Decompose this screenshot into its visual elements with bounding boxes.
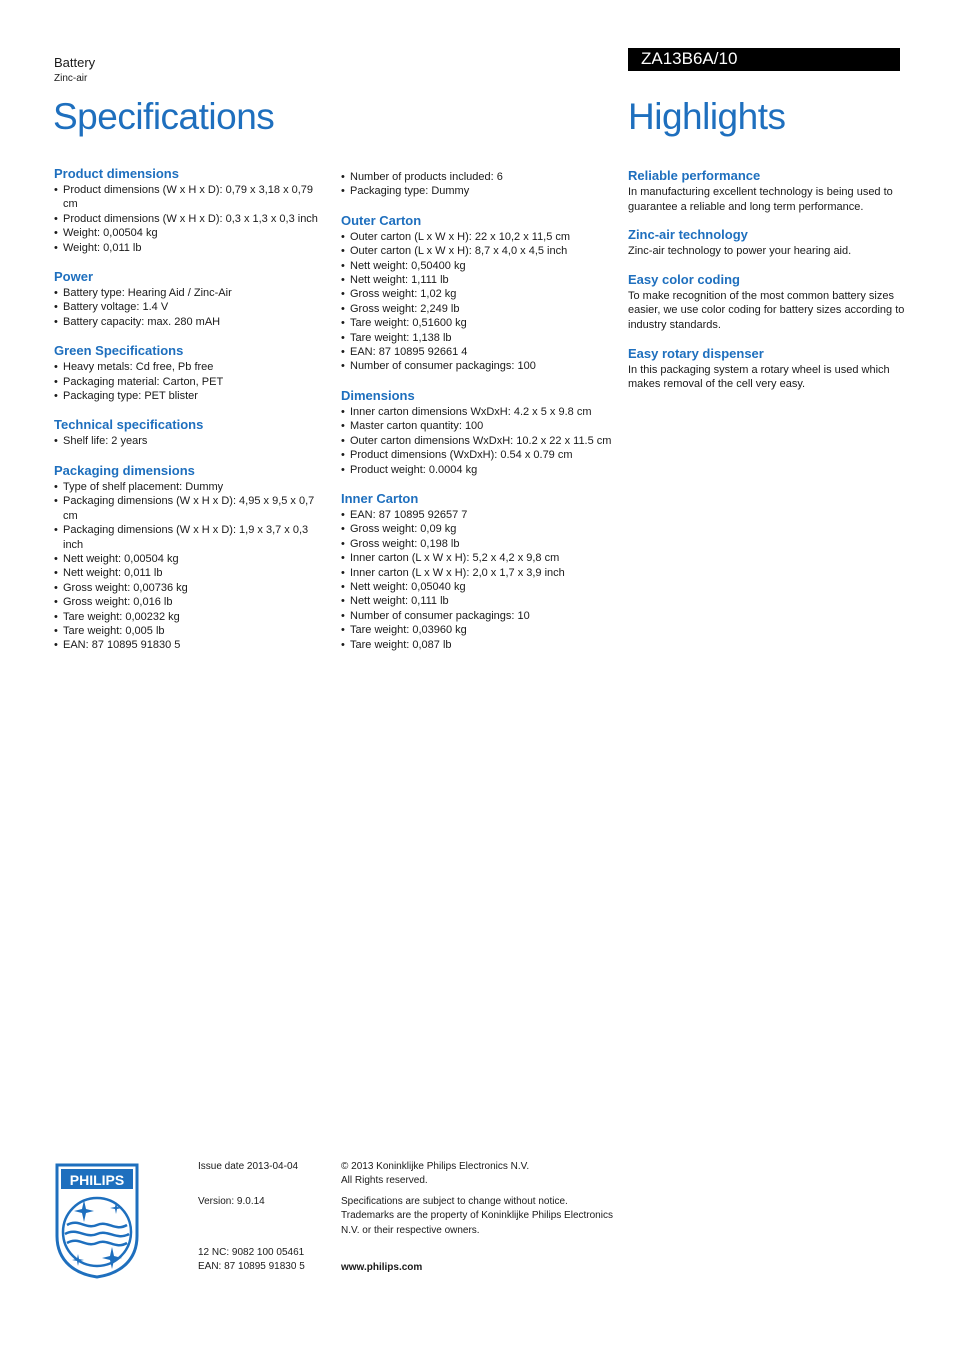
spec-item: • EAN: 87 10895 92661 4 [341, 345, 621, 359]
spec-list [341, 170, 621, 199]
spec-item: • Tare weight: 0,51600 kg [341, 316, 621, 330]
spec-section [54, 269, 324, 329]
spec-item: • EAN: 87 10895 92657 7 [341, 508, 621, 522]
spec-item: • Weight: 0,00504 kg [54, 226, 324, 240]
spec-item: • Outer carton (L x W x H): 8,7 x 4,0 x 4,5 inch [341, 244, 621, 258]
spec-item: • Nett weight: 1,111 lb [341, 273, 621, 287]
spec-section [54, 166, 324, 255]
version: Version: 9.0.14 [198, 1196, 265, 1207]
website-link[interactable]: www.philips.com [341, 1262, 423, 1273]
spec-section [341, 491, 621, 652]
spec-section [54, 417, 324, 448]
spec-list [54, 183, 324, 255]
highlight-item [628, 272, 908, 333]
spec-section [54, 463, 324, 653]
spec-item: • Packaging material: Carton, PET [54, 375, 324, 389]
spec-item: • Weight: 0,011 lb [54, 241, 324, 255]
product-type: Battery [54, 55, 96, 70]
spec-item: • Gross weight: 2,249 lb [341, 302, 621, 316]
spec-column-left [54, 166, 324, 667]
spec-item: • Packaging type: Dummy [341, 184, 621, 198]
spec-item: • Master carton quantity: 100 [341, 419, 621, 433]
spec-item: • Product weight: 0.0004 kg [341, 463, 621, 477]
spec-item: • Number of products included: 6 [341, 170, 621, 184]
legal-notice: Specifications are subject to change without notice. Trademarks are the property of Koninklijke Philips Electronics N.V. or their respective owners. [341, 1196, 613, 1236]
highlight-title: Easy color coding [628, 271, 740, 287]
spec-item: • Inner carton (L x W x H): 2,0 x 1,7 x 3,9 inch [341, 566, 621, 580]
highlights-title: Highlights [628, 96, 786, 137]
spec-item: • Inner carton dimensions WxDxH: 4.2 x 5 x 9.8 cm [341, 405, 621, 419]
spec-item: • Inner carton (L x W x H): 5,2 x 4,2 x 9,8 cm [341, 551, 621, 565]
spec-item: • Packaging type: PET blister [54, 389, 324, 403]
spec-item: • Gross weight: 1,02 kg [341, 287, 621, 301]
spec-item: • Outer carton dimensions WxDxH: 10.2 x 22 x 11.5 cm [341, 434, 621, 448]
spec-item: • Tare weight: 0,005 lb [54, 624, 324, 638]
highlight-description: To make recognition of the most common battery sizes easier, we use color coding for battery sizes according to industry standards. [628, 289, 905, 331]
highlight-description: Zinc-air technology to power your hearing aid. [628, 245, 852, 258]
spec-section-title: Outer Carton [341, 212, 422, 228]
highlights-column [628, 168, 908, 405]
product-subtype: Zinc-air [54, 73, 88, 84]
highlight-title: Easy rotary dispenser [628, 345, 764, 361]
spec-section-title: Green Specifications [54, 343, 184, 359]
ean-number: EAN: 87 10895 91830 5 [198, 1261, 305, 1273]
spec-item: • Battery type: Hearing Aid / Zinc-Air [54, 286, 324, 300]
spec-item: • Type of shelf placement: Dummy [54, 480, 324, 494]
spec-item: • Tare weight: 1,138 lb [341, 331, 621, 345]
issue-date: Issue date 2013-04-04 [198, 1161, 299, 1172]
spec-list [54, 480, 324, 653]
highlight-description: In this packaging system a rotary wheel is used which makes removal of the cell very easy. [628, 363, 890, 391]
spec-section [341, 213, 621, 374]
spec-item: • Heavy metals: Cd free, Pb free [54, 360, 324, 374]
spec-list [54, 286, 324, 329]
spec-section [341, 170, 621, 199]
spec-item: • Product dimensions (W x H x D): 0,3 x 1,3 x 0,3 inch [54, 212, 324, 226]
spec-item: • Shelf life: 2 years [54, 434, 324, 448]
spec-section-title: Inner Carton [341, 490, 419, 506]
spec-item: • Product dimensions (W x H x D): 0,79 x 3,18 x 0,79 cm [54, 183, 324, 212]
model-number: ZA13B6A/10 [641, 49, 738, 68]
specifications-title: Specifications [53, 96, 275, 137]
highlight-item [628, 168, 908, 214]
highlight-item [628, 227, 908, 259]
spec-list [341, 405, 621, 477]
spec-item: • Outer carton (L x W x H): 22 x 10,2 x 11,5 cm [341, 230, 621, 244]
spec-column-middle [341, 170, 621, 666]
rights: All Rights reserved. [341, 1175, 428, 1187]
highlight-item [628, 346, 908, 392]
spec-item: • Battery voltage: 1.4 V [54, 300, 324, 314]
spec-item: • Nett weight: 0,011 lb [54, 566, 324, 580]
spec-item: • Packaging dimensions (W x H x D): 4,95 x 9,5 x 0,7 cm [54, 494, 324, 523]
nc-number: 12 NC: 9082 100 05461 [198, 1247, 305, 1258]
spec-item: • Nett weight: 0,111 lb [341, 594, 621, 608]
spec-section-title: Technical specifications [54, 417, 204, 433]
logo-wordmark: PHILIPS [69, 1172, 125, 1188]
copyright-block [341, 1160, 621, 1189]
spec-section [54, 343, 324, 403]
philips-shield-logo [54, 1162, 140, 1279]
spec-item: • Number of consumer packagings: 100 [341, 359, 621, 373]
spec-list [341, 508, 621, 652]
spec-item: • EAN: 87 10895 91830 5 [54, 638, 324, 652]
spec-item: • Tare weight: 0,00232 kg [54, 610, 324, 624]
copyright: © 2013 Koninklijke Philips Electronics N.V. [341, 1161, 530, 1172]
spec-item: • Battery capacity: max. 280 mAH [54, 315, 324, 329]
highlight-description: In manufacturing excellent technology is being used to guarantee a reliable and long term performance. [628, 186, 893, 213]
spec-list [341, 230, 621, 374]
model-bar [628, 48, 900, 71]
spec-item: • Number of consumer packagings: 10 [341, 609, 621, 623]
spec-item: • Tare weight: 0,087 lb [341, 638, 621, 652]
spec-item: • Gross weight: 0,198 lb [341, 537, 621, 551]
spec-item: • Gross weight: 0,016 lb [54, 595, 324, 609]
spec-section-title: Power [54, 269, 94, 285]
spec-item: • Tare weight: 0,03960 kg [341, 623, 621, 637]
spec-item: • Nett weight: 0,00504 kg [54, 552, 324, 566]
spec-section [341, 388, 621, 477]
spec-list [54, 434, 324, 448]
nc-ean-block [198, 1246, 305, 1275]
spec-item: • Packaging dimensions (W x H x D): 1,9 x 3,7 x 0,3 inch [54, 523, 324, 552]
highlight-title: Reliable performance [628, 168, 761, 183]
spec-section-title: Packaging dimensions [54, 462, 195, 478]
spec-section-title: Product dimensions [54, 166, 179, 181]
spec-section-title: Dimensions [341, 387, 415, 403]
spec-item: • Gross weight: 0,09 kg [341, 522, 621, 536]
spec-list [54, 360, 324, 403]
spec-item: • Product dimensions (WxDxH): 0.54 x 0.79 cm [341, 448, 621, 462]
highlight-title: Zinc-air technology [628, 227, 748, 243]
spec-item: • Nett weight: 0,50400 kg [341, 259, 621, 273]
spec-item: • Gross weight: 0,00736 kg [54, 581, 324, 595]
spec-item: • Nett weight: 0,05040 kg [341, 580, 621, 594]
